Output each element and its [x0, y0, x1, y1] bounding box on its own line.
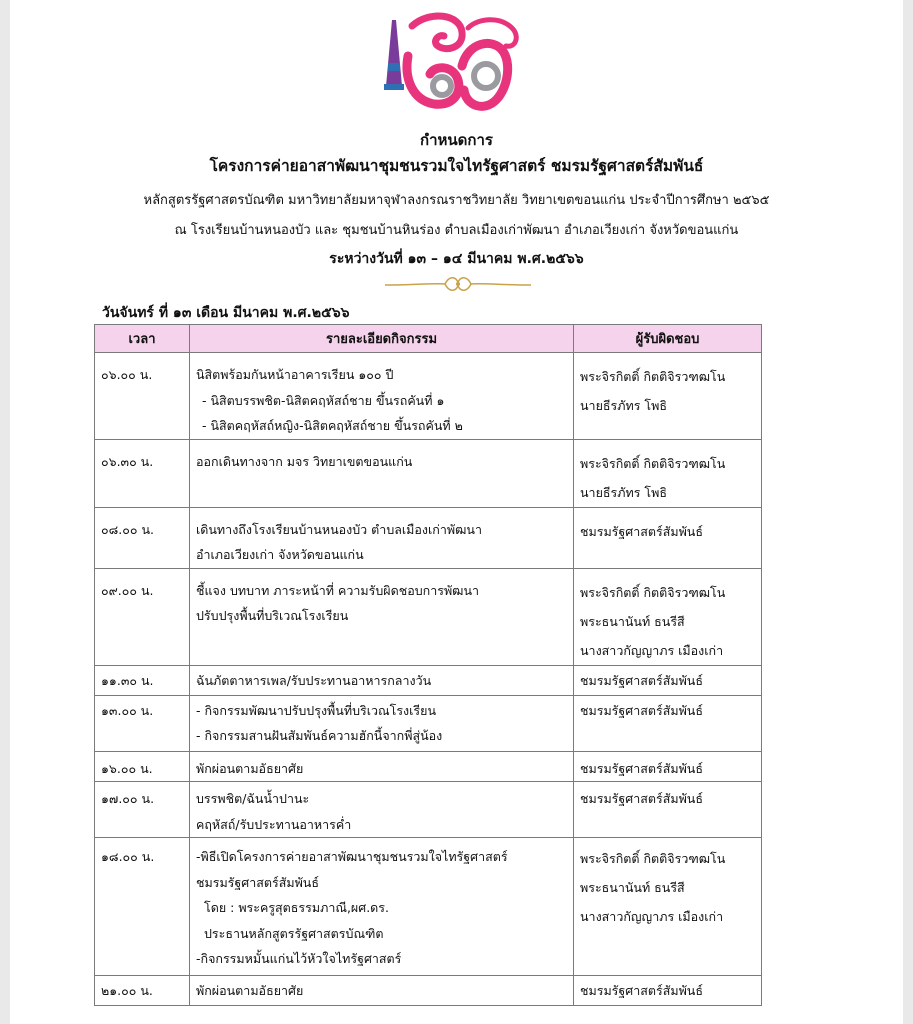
responsible-cell — [574, 568, 762, 665]
table-header-row — [95, 325, 762, 353]
responsible-name: ชมรมรัฐศาสตร์สัมพันธ์ — [580, 791, 703, 806]
responsible-cell — [574, 751, 762, 782]
detail-line: ออกเดินทางจาก มจร วิทยาเขตขอนแก่น — [196, 453, 413, 469]
project-title: โครงการค่ายอาสาพัฒนาชุมชนรวมใจไทรัฐศาสตร์ ชมรมรัฐศาสตร์สัมพันธ์ — [209, 157, 704, 175]
detail-cell — [190, 439, 574, 507]
schedule-table — [94, 324, 762, 1006]
responsible-name: พระธนานันท์ ธนรีสี — [580, 880, 685, 895]
detail-cell — [190, 976, 574, 1006]
detail-line: ปรับปรุงพื้นที่บริเวณโรงเรียน — [196, 608, 349, 623]
detail-line: ชี้แจง บทบาท ภาระหน้าที่ ความรับผิดชอบการพัฒนา — [196, 582, 480, 598]
responsible-cell — [574, 976, 762, 1006]
table-row — [95, 695, 762, 751]
day-heading: วันจันทร์ ที่ ๑๓ เดือน มีนาคม พ.ศ.๒๕๖๖ — [102, 305, 350, 321]
responsible-name: ชมรมรัฐศาสตร์สัมพันธ์ — [580, 983, 703, 998]
time-text: ๐๘.๐๐ น. — [101, 521, 154, 537]
detail-line: โดย : พระครูสุตธรรมภาณี,ผศ.ดร. — [204, 900, 389, 915]
column-header-responsible: ผู้รับผิดชอบ — [574, 325, 762, 353]
detail-line: - นิสิตบรรพชิต-นิสิตคฤหัสถ์ชาย ขึ้นรถคันที่ ๑ — [202, 392, 445, 408]
responsible-cell — [574, 782, 762, 838]
table-row — [95, 665, 762, 695]
responsible-cell — [574, 665, 762, 695]
responsible-name: นายธีรภัทร โพธิ — [580, 398, 667, 413]
column-header-time: เวลา — [95, 325, 190, 353]
detail-cell — [190, 353, 574, 440]
responsible-name: ชมรมรัฐศาสตร์สัมพันธ์ — [580, 523, 703, 539]
location-line: ณ โรงเรียนบ้านหนองบัว และ ชุมชนบ้านหินร่อง ตำบลเมืองเก่าพัฒนา อำเภอเวียงเก่า จังหวัดขอนแก่น — [174, 223, 739, 238]
responsible-cell — [574, 439, 762, 507]
time-cell — [95, 507, 190, 568]
table-row — [95, 439, 762, 507]
responsible-name: ชมรมรัฐศาสตร์สัมพันธ์ — [580, 702, 703, 718]
time-text: ๒๑.๐๐ น. — [101, 983, 153, 998]
responsible-name: นางสาวกัญญาภร เมืองเก่า — [580, 909, 724, 924]
responsible-name: นายธีรภัทร โพธิ — [580, 484, 667, 500]
table-row — [95, 976, 762, 1006]
time-text: ๐๖.๐๐ น. — [101, 367, 153, 382]
table-row — [95, 568, 762, 665]
table-row — [95, 782, 762, 838]
time-text: ๑๑.๓๐ น. — [101, 672, 154, 688]
detail-line: -พิธีเปิดโครงการค่ายอาสาพัฒนาชุมชนรวมใจไทรัฐศาสตร์ — [196, 849, 508, 864]
time-cell — [95, 695, 190, 751]
detail-line: บรรพชิต/ฉันน้ำปานะ — [196, 791, 310, 806]
date-range-line: ระหว่างวันที่ ๑๓ – ๑๔ มีนาคม พ.ศ.๒๕๖๖ — [329, 251, 584, 267]
detail-line: พักผ่อนตามอัธยาศัย — [196, 983, 304, 998]
time-text: ๐๙.๐๐ น. — [101, 582, 154, 598]
responsible-cell — [574, 353, 762, 440]
divider-ornament — [383, 272, 533, 296]
time-cell — [95, 439, 190, 507]
detail-line: อำเภอเวียงเก่า จังหวัดขอนแก่น — [196, 547, 364, 562]
anniversary-logo — [350, 8, 530, 118]
detail-line: ประธานหลักสูตรรัฐศาสตรบัณฑิต — [204, 925, 384, 941]
left-frame-edge — [0, 0, 10, 1024]
time-text: ๑๗.๐๐ น. — [101, 791, 155, 806]
responsible-name: พระจิรกิตติ์ กิตติจิรวฑฒโน — [580, 851, 726, 866]
time-text: ๐๖.๓๐ น. — [101, 453, 154, 469]
detail-line: เดินทางถึงโรงเรียนบ้านหนองบัว ตำบลเมืองเก่าพัฒนา — [196, 521, 482, 537]
responsible-cell — [574, 507, 762, 568]
detail-cell — [190, 751, 574, 782]
time-cell — [95, 782, 190, 838]
responsible-cell — [574, 838, 762, 976]
detail-line: พักผ่อนตามอัธยาศัย — [196, 760, 304, 776]
responsible-name: ชมรมรัฐศาสตร์สัมพันธ์ — [580, 760, 703, 776]
time-text: ๑๘.๐๐ น. — [101, 849, 155, 864]
detail-line: ชมรมรัฐศาสตร์สัมพันธ์ — [196, 874, 319, 890]
time-text: ๑๓.๐๐ น. — [101, 702, 154, 718]
column-header-detail: รายละเอียดกิจกรรม — [190, 325, 574, 353]
table-row — [95, 353, 762, 440]
detail-cell — [190, 695, 574, 751]
time-text: ๑๖.๐๐ น. — [101, 760, 153, 776]
detail-line: - กิจกรรมสานฝันสัมพันธ์ความฮักนี้จากพี่สู่น้อง — [196, 728, 443, 743]
time-cell — [95, 751, 190, 782]
detail-cell — [190, 568, 574, 665]
responsible-cell — [574, 695, 762, 751]
table-row — [95, 507, 762, 568]
right-frame-edge — [903, 0, 913, 1024]
table-row — [95, 751, 762, 782]
detail-line: -กิจกรรมหมั้นแก่นไว้หัวใจไทรัฐศาสตร์ — [196, 951, 402, 966]
responsible-name: นางสาวกัญญาภร เมืองเก่า — [580, 642, 724, 658]
detail-cell — [190, 507, 574, 568]
detail-line: คฤหัสถ์/รับประทานอาหารค่ำ — [196, 816, 352, 832]
detail-cell — [190, 782, 574, 838]
detail-cell — [190, 838, 574, 976]
time-cell — [95, 665, 190, 695]
detail-cell — [190, 665, 574, 695]
detail-line: นิสิตพร้อมกันหน้าอาคารเรียน ๑๐๐ ปี — [196, 367, 394, 382]
responsible-name: พระจิรกิตติ์ กิตติจิรวฑฒโน — [580, 584, 726, 600]
detail-line: - นิสิตคฤหัสถ์หญิง-นิสิตคฤหัสถ์ชาย ขึ้นรถคันที่ ๒ — [202, 418, 463, 433]
time-cell — [95, 353, 190, 440]
responsible-name: พระจิรกิตติ์ กิตติจิรวฑฒโน — [580, 455, 726, 471]
responsible-name: พระธนานันท์ ธนรีสี — [580, 613, 685, 629]
title-line: กำหนดการ — [420, 131, 493, 149]
responsible-name: ชมรมรัฐศาสตร์สัมพันธ์ — [580, 672, 703, 688]
program-line: หลักสูตรรัฐศาสตรบัณฑิต มหาวิทยาลัยมหาจุฬาลงกรณราชวิทยาลัย วิทยาเขตขอนแก่น ประจำปีการศึกษา ๒๕๖๕ — [143, 193, 770, 208]
time-cell — [95, 568, 190, 665]
time-cell — [95, 976, 190, 1006]
table-row — [95, 838, 762, 976]
detail-line: ฉันภัตตาหารเพล/รับประทานอาหารกลางวัน — [196, 672, 432, 688]
detail-line: - กิจกรรมพัฒนาปรับปรุงพื้นที่บริเวณโรงเรียน — [196, 702, 436, 718]
time-cell — [95, 838, 190, 976]
responsible-name: พระจิรกิตติ์ กิตติจิรวฑฒโน — [580, 369, 726, 384]
